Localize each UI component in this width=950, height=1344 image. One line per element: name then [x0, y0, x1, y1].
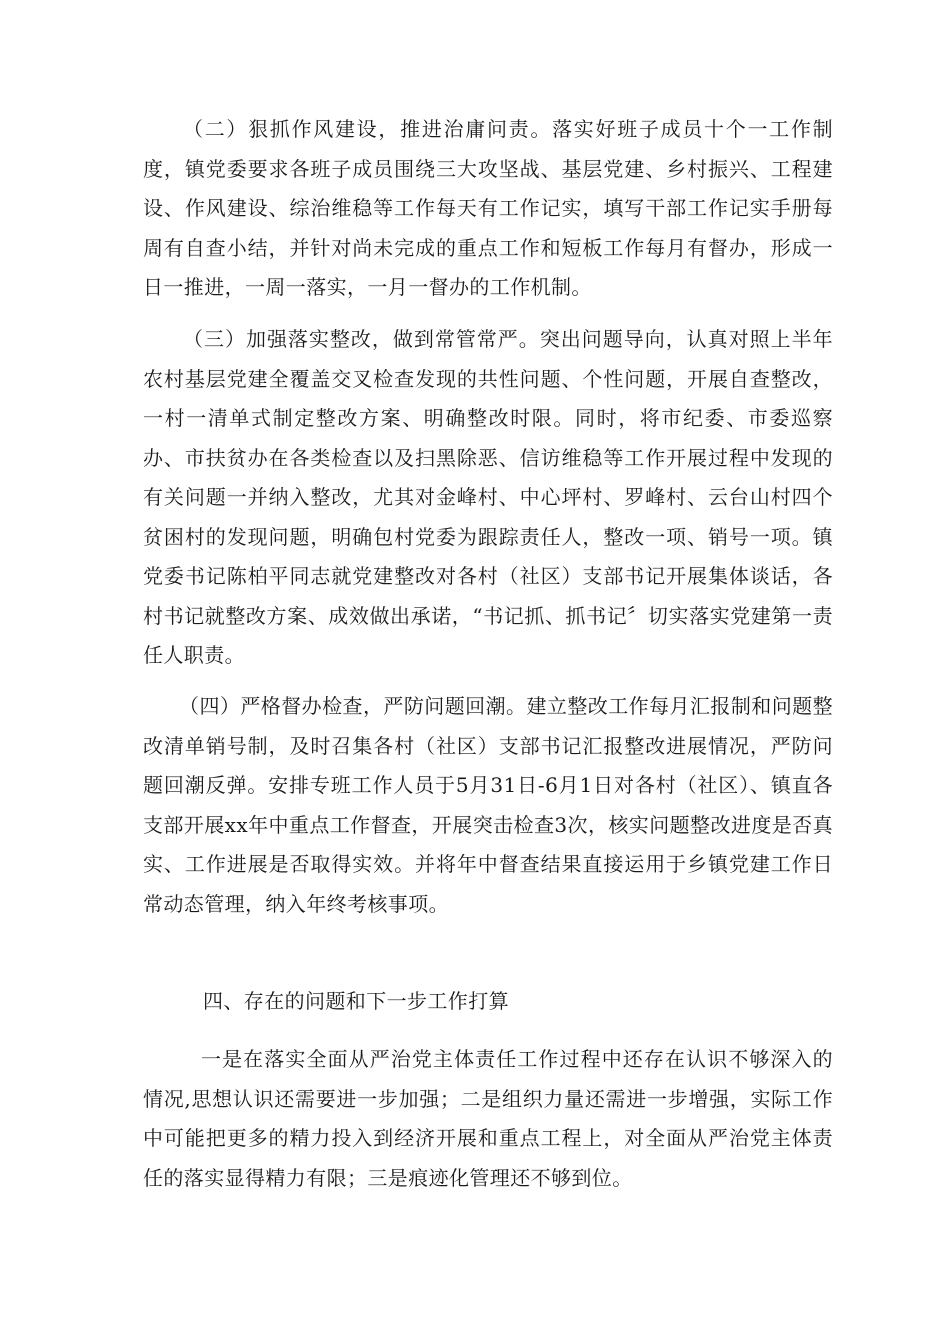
paragraph-problems: 一是在落实全面从严治党主体责任工作过程中还存在认识不够深入的情况,思想认识还需要进一步加强；二是组织力量还需进一步增强，实际工作中可能把更多的精力投入到经济开展和重点工程上，对全面从严治党主体责任的落实显得精力有限；三是痕迹化管理还不够到位。: [143, 1047, 833, 1190]
paragraph-rectification: （三）加强落实整改，做到常管常严。突出问题导向，认真对照上半年农村基层党建全覆盖交叉检查发现的共性问题、个性问题，开展自查整改，一村一清单式制定整改方案、明确整改时限。同时，将市纪委、市委巡察办、市扶贫办在各类检查以及扫黑除恶、信访维稳等工作开展过程中发现的有关问题一并纳入整改，尤其对金峰村、中心坪村、罗峰村、云台山村四个贫困村的发现问题，明确包村党委为跟踪责任人，整改一项、销号一项。镇党委书记陈柏平同志就党建整改对各村（社区）支部书记开展集体谈话，各村书记就整改方案、成效做出承诺，“书记抓、抓书记〞切实落实党建第一责任人职责。: [143, 327, 833, 667]
paragraph-work-style: （二）狠抓作风建设，推进治庸问责。落实好班子成员十个一工作制度，镇党委要求各班子成员围绕三大攻坚战、基层党建、乡村振兴、工程建设、作风建设、综治维稳等工作每天有工作记实，填写干部工作记实手册每周有自查小结，并针对尚未完成的重点工作和短板工作每月有督办，形成一日一推进，一周一落实，一月一督办的工作机制。: [143, 117, 833, 299]
paragraph-supervision: （四）严格督办检查，严防问题回潮。建立整改工作每月汇报制和问题整改清单销号制，及时召集各村（社区）支部书记汇报整改进展情况，严防问题回潮反弹。安排专班工作人员于5月31日-6月1日对各村（社区）、镇直各支部开展xx年中重点工作督查，开展突击检查3次，核实问题整改进度是否真实、工作进展是否取得实效。并将年中督查结果直接运用于乡镇党建工作日常动态管理，纳入年终考核事项。: [143, 694, 833, 916]
section-heading: 四、存在的问题和下一步工作打算: [203, 989, 509, 1013]
